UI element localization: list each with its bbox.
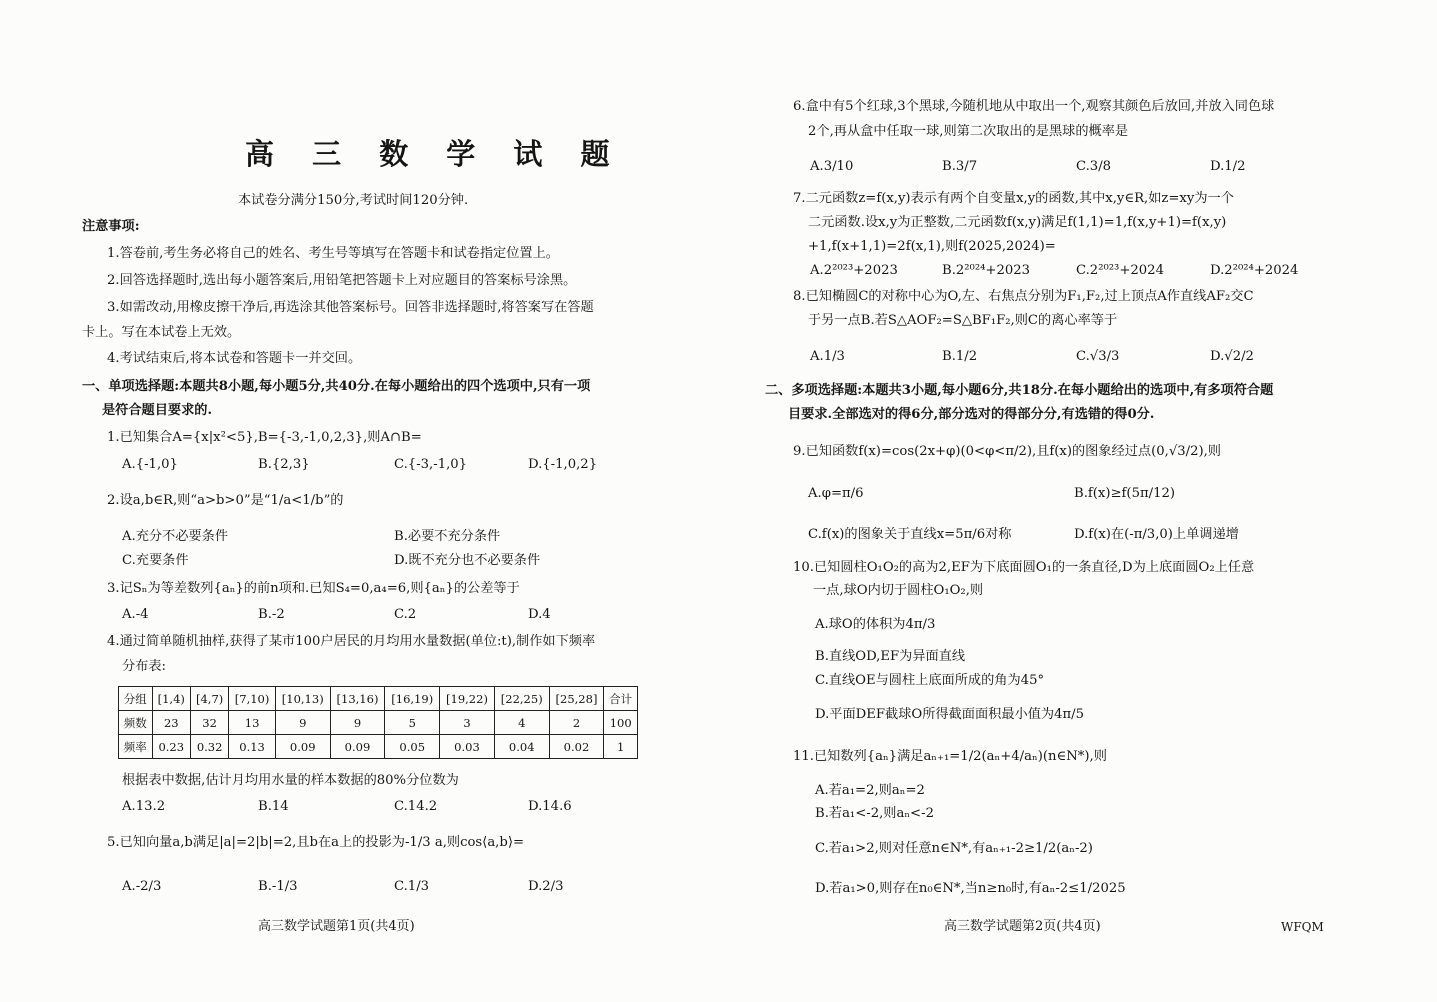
- q9-options-row1: [808, 483, 1175, 505]
- q2-options-row1: [122, 526, 500, 548]
- q10-stem-cont: 一点,球O内切于圆柱O₁O₂,则: [813, 583, 984, 598]
- table-cell: 0.13: [229, 735, 276, 759]
- q4-option-c: C.14.2: [394, 799, 438, 814]
- q2-option-c: C.充要条件: [122, 553, 189, 568]
- section-2-heading: 二、多项选择题:本题共3小题,每小题6分,共18分.在每小题给出的选项中,有多项符合题: [765, 383, 1274, 398]
- table-cell: 0.05: [385, 735, 440, 759]
- q5-option-d: D.2/3: [528, 879, 564, 894]
- q5-options: [122, 876, 564, 898]
- frequency-table: [118, 686, 638, 759]
- q2-options-row2: [122, 550, 540, 572]
- note-3: 3.如需改动,用橡皮擦干净后,再选涂其他答案标号。回答非选择题时,将答案写在答题: [107, 300, 594, 315]
- q7-option-d: D.2²⁰²⁴+2024: [1210, 263, 1299, 278]
- q1-option-c: C.{-3,-1,0}: [394, 457, 468, 472]
- notes-heading: 注意事项:: [82, 219, 140, 234]
- page-1: [0, 0, 718, 1002]
- q7-stem-cont-2: +1,f(x+1,1)=2f(x,1),则f(2025,2024)=: [808, 239, 1056, 254]
- table-cell: [10,13): [275, 687, 330, 711]
- table-cell: 0.32: [190, 735, 228, 759]
- table-cell: 3: [440, 711, 495, 735]
- table-cell: 0.03: [440, 735, 495, 759]
- q4-option-b: B.14: [258, 799, 289, 814]
- table-cell: 频数: [119, 711, 153, 735]
- table-cell: 分组: [119, 687, 153, 711]
- note-2: 2.回答选择题时,选出每小题答案后,用铅笔把答题卡上对应题目的答案标号涂黑。: [107, 273, 577, 288]
- table-cell: [25,28]: [549, 687, 604, 711]
- note-4: 4.考试结束后,将本试卷和答题卡一并交回。: [107, 351, 362, 366]
- q10-option-b: B.直线OD,EF为异面直线: [815, 649, 966, 664]
- q5-stem: 5.已知向量a,b满足|a|=2|b|=2,且b在a上的投影为-1/3 a,则cos⟨a,b⟩=: [107, 835, 525, 850]
- q8-options: [810, 346, 1254, 368]
- q5-option-c: C.1/3: [394, 879, 430, 894]
- page-1-footer: 高三数学试题第1页(共4页): [258, 919, 415, 934]
- table-cell: 5: [385, 711, 440, 735]
- q3-option-c: C.2: [394, 607, 417, 622]
- table-cell: [13,16): [330, 687, 385, 711]
- q8-stem-cont: 于另一点B.若S△AOF₂=S△BF₁F₂,则C的离心率等于: [808, 313, 1118, 328]
- q7-option-a: A.2²⁰²³+2023: [810, 263, 898, 278]
- q10-option-a: A.球O的体积为4π/3: [815, 617, 936, 632]
- q6-stem-cont: 2个,再从盒中任取一球,则第二次取出的是黑球的概率是: [808, 124, 1129, 139]
- table-cell: 2: [549, 711, 604, 735]
- q6-option-a: A.3/10: [810, 159, 854, 174]
- table-cell: 0.02: [549, 735, 604, 759]
- page-2-footer: 高三数学试题第2页(共4页): [944, 919, 1101, 934]
- q7-option-c: C.2²⁰²³+2024: [1076, 263, 1164, 278]
- q9-option-d: D.f(x)在(-π/3,0)上单调递增: [1074, 527, 1239, 542]
- q11-stem: 11.已知数列{aₙ}满足aₙ₊₁=1/2(aₙ+4/aₙ)(n∈N*),则: [793, 749, 1107, 764]
- q3-options: [122, 604, 551, 626]
- note-3-cont: 卡上。写在本试卷上无效。: [82, 325, 241, 340]
- q7-option-b: B.2²⁰²⁴+2023: [942, 263, 1031, 278]
- q1-option-a: A.{-1,0}: [122, 457, 178, 472]
- table-cell: 0.09: [275, 735, 330, 759]
- table-cell: [16,19): [385, 687, 440, 711]
- q8-option-d: D.√2/2: [1210, 349, 1254, 364]
- q11-option-a: A.若a₁=2,则aₙ=2: [815, 783, 925, 798]
- table-cell: 频率: [119, 735, 153, 759]
- q7-stem: 7.二元函数z=f(x,y)表示有两个自变量x,y的函数,其中x,y∈R,如z=xy为一个: [793, 191, 1234, 206]
- q6-option-c: C.3/8: [1076, 159, 1112, 174]
- q3-stem: 3.记Sₙ为等差数列{aₙ}的前n项和.已知S₄=0,a₄=6,则{aₙ}的公差等于: [107, 581, 520, 596]
- q9-option-a: A.φ=π/6: [808, 486, 864, 501]
- q4-option-d: D.14.6: [528, 799, 572, 814]
- q11-option-d: D.若a₁>0,则存在n₀∈N*,当n≥n₀时,有aₙ-2≤1/2025: [815, 881, 1126, 896]
- table-cell: [1,4): [152, 687, 190, 711]
- q2-option-d: D.既不充分也不必要条件: [394, 553, 541, 568]
- table-cell: 合计: [604, 687, 638, 711]
- section-2-heading-cont: 目要求.全部选对的得6分,部分选对的得部分分,有选错的得0分.: [788, 407, 1155, 422]
- q3-option-b: B.-2: [258, 607, 285, 622]
- q8-stem: 8.已知椭圆C的对称中心为O,左、右焦点分别为F₁,F₂,过上顶点A作直线AF₂交C: [793, 289, 1254, 304]
- q1-option-b: B.{2,3}: [258, 457, 310, 472]
- table-cell: 13: [229, 711, 276, 735]
- section-1-heading-cont: 是符合题目要求的.: [102, 403, 213, 418]
- page-2: [718, 0, 1437, 1002]
- q5-option-b: B.-1/3: [258, 879, 298, 894]
- section-1-heading: 一、单项选择题:本题共8小题,每小题5分,共40分.在每小题给出的四个选项中,只有一项: [82, 379, 591, 394]
- q1-options: [122, 454, 597, 476]
- q2-stem: 2.设a,b∈R,则“a>b>0”是“1/a<1/b”的: [107, 493, 344, 508]
- table-row: [119, 735, 638, 759]
- table-cell: 100: [604, 711, 638, 735]
- table-cell: [19,22): [440, 687, 495, 711]
- q11-option-b: B.若a₁<-2,则aₙ<-2: [815, 806, 934, 821]
- table-row: [119, 687, 638, 711]
- table-row: [119, 711, 638, 735]
- q9-options-row2: [808, 524, 1239, 546]
- q3-option-d: D.4: [528, 607, 551, 622]
- q8-option-b: B.1/2: [942, 349, 978, 364]
- q9-option-c: C.f(x)的图象关于直线x=5π/6对称: [808, 527, 1012, 542]
- table-cell: 0.09: [330, 735, 385, 759]
- table-cell: [7,10): [229, 687, 276, 711]
- q10-option-d: D.平面DEF截球O所得截面面积最小值为4π/5: [815, 707, 1084, 722]
- q7-options: [810, 260, 1298, 282]
- exam-subtitle: 本试卷分满分150分,考试时间120分钟.: [238, 193, 469, 208]
- q7-stem-cont-1: 二元函数.设x,y为正整数,二元函数f(x,y)满足f(1,1)=1,f(x,y+1)=f(x,y): [808, 215, 1227, 230]
- q4-options: [122, 796, 572, 818]
- table-cell: [22,25): [494, 687, 549, 711]
- q5-option-a: A.-2/3: [122, 879, 162, 894]
- q6-option-b: B.3/7: [942, 159, 978, 174]
- q2-option-b: B.必要不充分条件: [394, 529, 501, 544]
- print-mark: WFQM: [1281, 920, 1324, 934]
- q11-option-c: C.若a₁>2,则对任意n∈N*,有aₙ₊₁-2≥1/2(aₙ-2): [815, 841, 1093, 856]
- table-cell: [4,7): [190, 687, 228, 711]
- table-cell: 9: [330, 711, 385, 735]
- q4-stem-cont: 分布表:: [122, 659, 167, 674]
- q8-option-c: C.√3/3: [1076, 349, 1120, 364]
- table-cell: 23: [152, 711, 190, 735]
- table-cell: 4: [494, 711, 549, 735]
- table-cell: 0.04: [494, 735, 549, 759]
- q6-option-d: D.1/2: [1210, 159, 1246, 174]
- q9-stem: 9.已知函数f(x)=cos(2x+φ)(0<φ<π/2),且f(x)的图象经过点(0,√3/2),则: [793, 444, 1221, 459]
- q9-option-b: B.f(x)≥f(5π/12): [1074, 486, 1175, 501]
- q10-stem: 10.已知圆柱O₁O₂的高为2,EF为下底面圆O₁的一条直径,D为上底面圆O₂上任意: [793, 560, 1255, 575]
- table-cell: 1: [604, 735, 638, 759]
- q10-option-c: C.直线OE与圆柱上底面所成的角为45°: [815, 673, 1045, 688]
- table-cell: 9: [275, 711, 330, 735]
- table-cell: 0.23: [152, 735, 190, 759]
- q1-stem: 1.已知集合A={x|x²<5},B={-3,-1,0,2,3},则A∩B=: [107, 430, 422, 445]
- q1-option-d: D.{-1,0,2}: [528, 457, 598, 472]
- q8-option-a: A.1/3: [810, 349, 845, 364]
- exam-title: 高 三 数 学 试 题: [245, 137, 624, 171]
- q6-stem: 6.盒中有5个红球,3个黑球,今随机地从中取出一个,观察其颜色后放回,并放入同色球: [793, 99, 1275, 114]
- q2-option-a: A.充分不必要条件: [122, 529, 229, 544]
- q6-options: [810, 156, 1246, 178]
- table-cell: 32: [190, 711, 228, 735]
- note-1: 1.答卷前,考生务必将自己的姓名、考生号等填写在答题卡和试卷指定位置上。: [107, 246, 559, 261]
- q4-stem: 4.通过简单随机抽样,获得了某市100户居民的月均用水量数据(单位:t),制作如下频率: [107, 634, 596, 649]
- q4-option-a: A.13.2: [122, 799, 166, 814]
- q3-option-a: A.-4: [122, 607, 149, 622]
- q4-after-text: 根据表中数据,估计月均用水量的样本数据的80%分位数为: [122, 773, 459, 788]
